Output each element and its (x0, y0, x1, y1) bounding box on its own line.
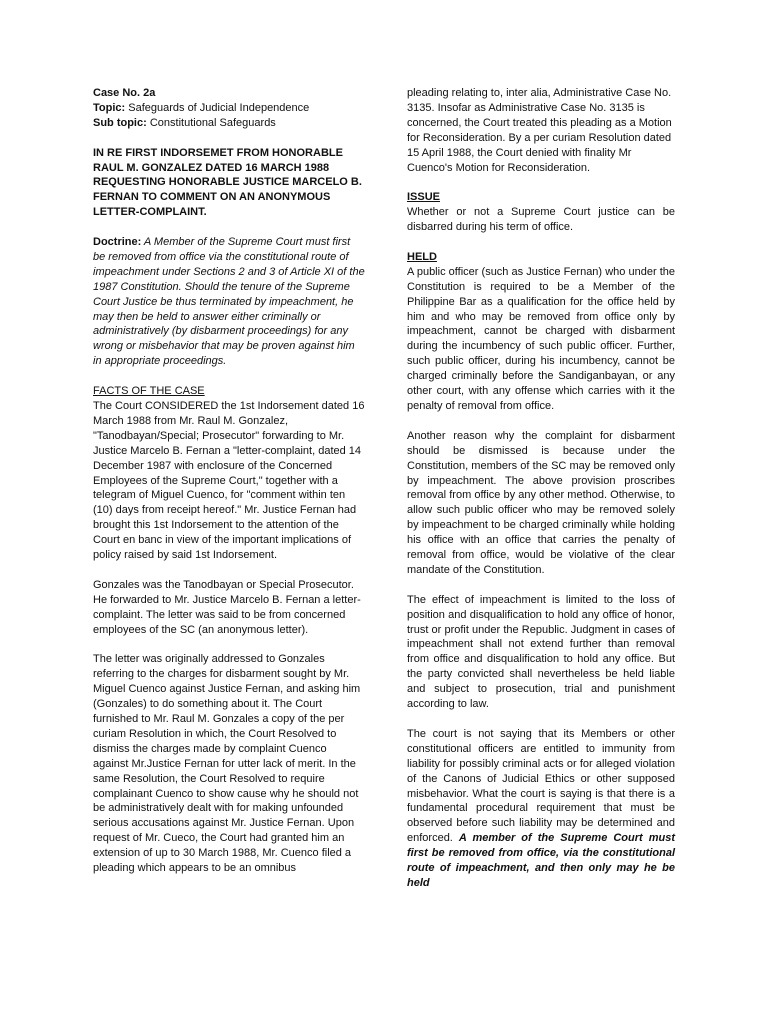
case-title: IN RE FIRST INDORSEMET FROM HONORABLE RAUL M. GONZALEZ DATED 16 MARCH 1988 REQUESTING HONORABLE JUSTICE MARCELO B. FERNAN TO COMMENT ON AN ANONYMOUS LETTER-COMPLAINT. (93, 146, 362, 219)
held-paragraph-3: The effect of impeachment is limited to the loss of position and disqualification to hold any office of honor, trust or profit under the Republic. Judgment in cases of impeachment shall not extend further than removal from office and disqualification to hold any office. But the party convicted shall nevertheless be held liable and subject to prosecution, trial and punishment according to law. (407, 593, 675, 711)
doctrine (93, 235, 365, 369)
left-column (93, 86, 365, 876)
subtopic-value: Constitutional Safeguards (149, 116, 276, 129)
right-column (407, 86, 675, 891)
held-paragraph-1: A public officer (such as Justice Fernan) who under the Constitution is required to be a Member of the Philippine Bar as a qualification for the office held by him and who may be removed from office only by impeachment, cannot be charged with disbarment during the incumbency of such public officer. Further, such public officer, during his incumbency, cannot be charged criminally before the Sandiganbayan, or any other court, with any offense which carries with it the penalty of removal from office. (407, 265, 675, 412)
topic-value: Safeguards of Judicial Independence (128, 101, 310, 114)
facts-paragraph-3: The letter was originally addressed to Gonzales referring to the charges for disbarment sought by Mr. Miguel Cuenco against Justice Fernan, and asking him (Gonzales) to do something about it. The Court furnished to Mr. Raul M. Gonzales a copy of the per curiam Resolution in which, the Court Resolved to dismiss the charges made by complaint Cuenco against Mr.Justice Fernan for utter lack of merit. In the same Resolution, the Court Resolved to require complainant Cuenco to show cause why he should not be administratively dealt with for making unfounded serious accusations against Mr. Justice Fernan. Upon request of Mr. Cueco, the Court had granted him an extension of up to 30 March 1988, Mr. Cuenco filed a pleading which appears to be an omnibus (93, 653, 361, 875)
issue-text: Whether or not a Supreme Court justice can be disbarred during his term of office. (407, 206, 675, 234)
held-paragraph-4 (407, 727, 675, 891)
facts-paragraph-1: The Court CONSIDERED the 1st Indorsement dated 16 March 1988 from Mr. Raul M. Gonzalez, "Tanodbayan/Special; Prosecutor" forwarding to Mr. Justice Marcelo B. Fernan a "letter-complaint, dated 14 December 1987 with enclosure of the Concerned Employees of the Supreme Court," together with a telegram of Miguel Cuenco, for "comment within ten (10) days from receipt hereof." Mr. Justice Fernan had brought this 1st Indorsement to the attention of the Court en banc in view of the important implications of policy raised by said 1st Indorsement. (93, 399, 365, 562)
subtopic-label: Sub topic: (93, 116, 147, 129)
facts-heading: FACTS OF THE CASE (93, 385, 205, 398)
doctrine-text: A Member of the Supreme Court must first be removed from office via the constitutional route of impeachment under Sections 2 and 3 of Article XI of the 1987 Constitution. Should the tenure of the Supreme Court Justice be thus terminated by impeachment, he may then be held to answer either criminally or administratively (by disbarment proceedings) for any wrong or misbehavior that may be proven against him in appropriate proceedings. (93, 236, 365, 368)
case-number: Case No. 2a (93, 87, 156, 99)
subtopic-line (93, 116, 365, 131)
facts-paragraph-2: Gonzales was the Tanodbayan or Special Prosecutor. He forwarded to Mr. Justice Marcelo B. Fernan a letter-complaint. The letter was said to be from concerned employees of the SC (an anonymous letter). (93, 578, 361, 636)
held-heading: HELD (407, 250, 437, 263)
held-paragraph-4-emphasis: A member of the Supreme Court must first be removed from office, via the constitutional route of impeachment, and then only may he be held (407, 832, 676, 889)
topic-label: Topic: (93, 101, 126, 114)
doctrine-label: Doctrine: (93, 236, 142, 249)
issue-heading: ISSUE (407, 191, 441, 204)
held-paragraph-2: Another reason why the complaint for disbarment should be dismissed is because under the Constitution, members of the SC may be removed only by impeachment. The above provision proscribes removal from office by any other method. Otherwise, to allow such public officer who may be removed solely by impeachment to be charged criminally while holding his office with an office that carries the penalty of removal from office, would be violative of the clear mandate of the Constitution. (407, 429, 675, 576)
facts-paragraph-3-continued: pleading relating to, inter alia, Administrative Case No. 3135. Insofar as Administrative Case No. 3135 is concerned, the Court treated this pleading as a Motion for Reconsideration. By a per curiam Resolution dated 15 April 1988, the Court denied with finality Mr Cuenco's Motion for Reconsideration. (407, 87, 672, 174)
topic-line (93, 101, 365, 116)
held-paragraph-4-text: The court is not saying that its Members or other constitutional officers are entitled to immunity from liability for possibly criminal acts or for alleged violation of the Canons of Judicial Ethics or other supposed misbehavior. What the court is saying is that there is a fundamental procedural requirement that must be observed before such liability may be determined and enforced. (407, 727, 675, 845)
